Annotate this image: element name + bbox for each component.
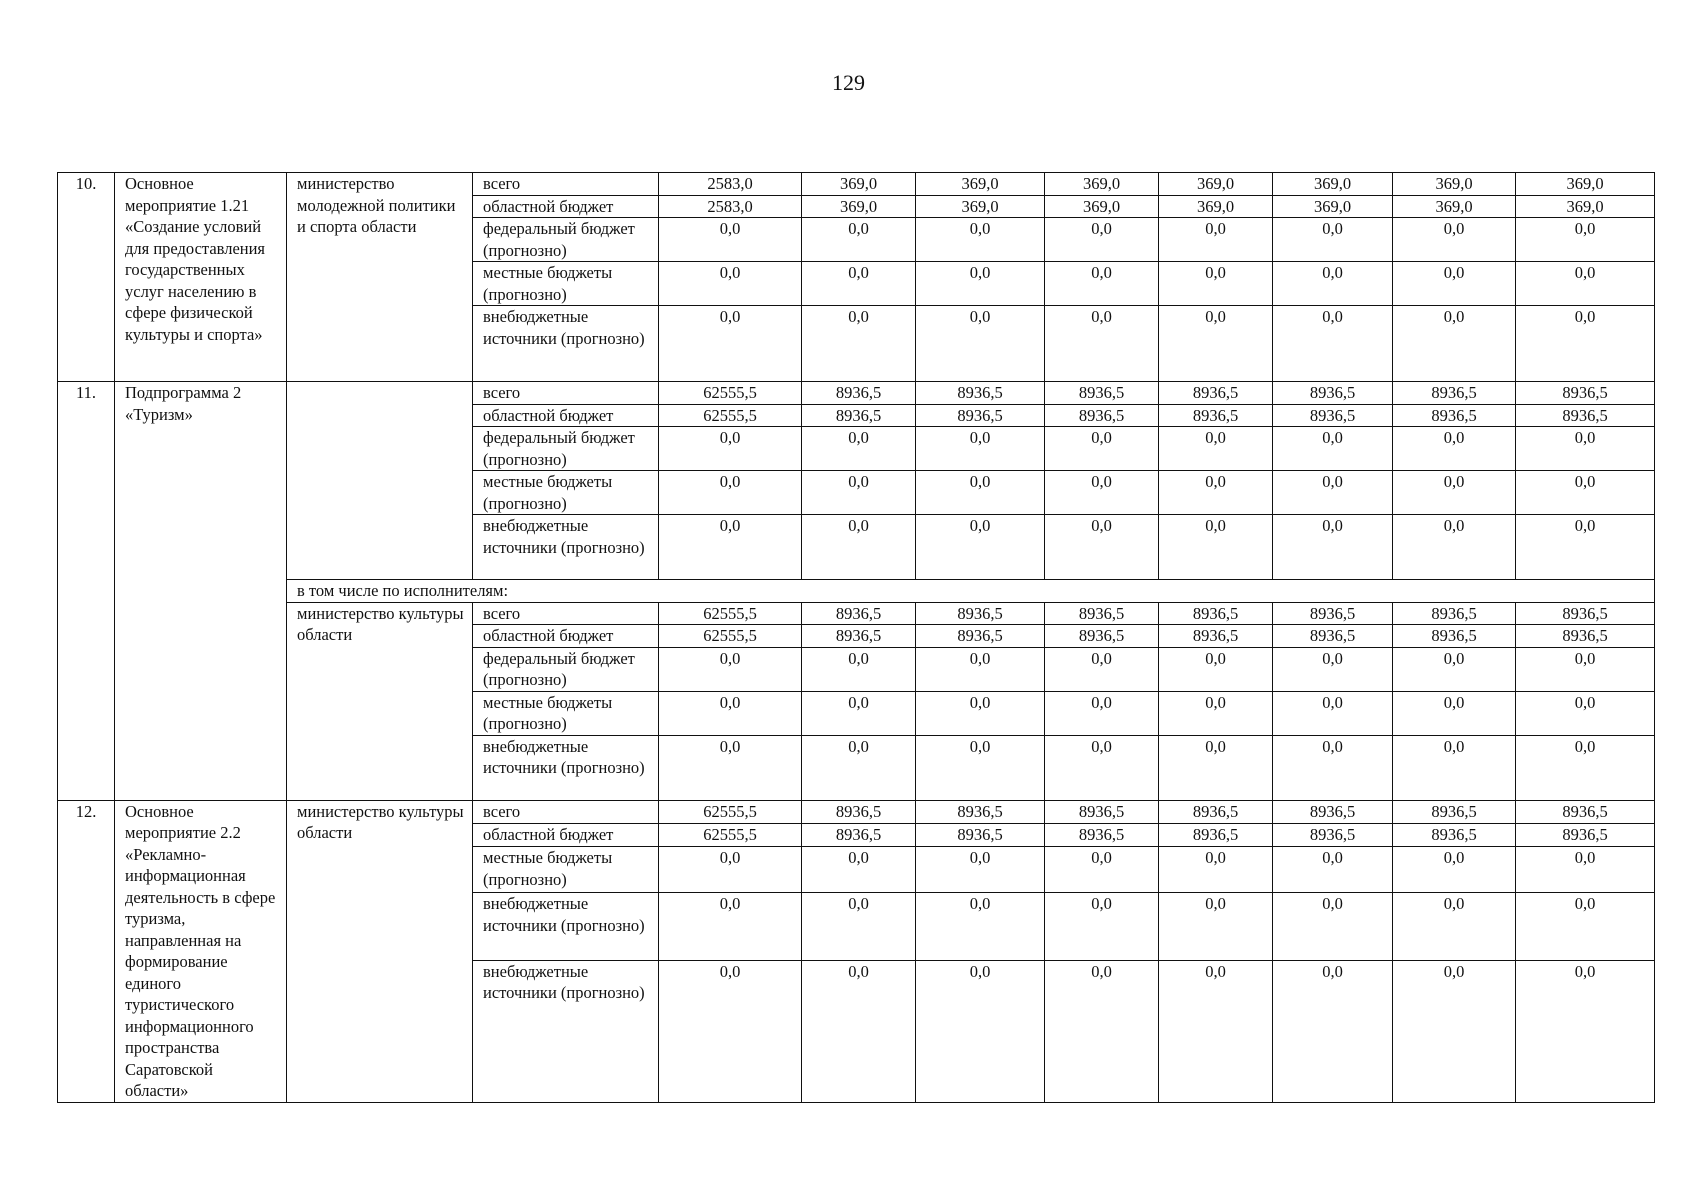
amount-cell: 0,0	[1045, 847, 1159, 893]
amount-cell: 0,0	[1516, 691, 1655, 735]
amount-cell: 0,0	[1045, 471, 1159, 515]
amount-cell: 2583,0	[659, 195, 802, 218]
amount-cell: 62555,5	[659, 404, 802, 427]
amount-cell: 0,0	[1393, 647, 1516, 691]
amount-cell: 0,0	[1159, 515, 1273, 580]
amount-cell: 0,0	[1159, 847, 1273, 893]
table-row	[58, 173, 1655, 196]
amount-cell: 0,0	[1516, 735, 1655, 800]
amount-cell: 0,0	[1393, 515, 1516, 580]
amount-cell: 0,0	[1159, 218, 1273, 262]
amount-cell: 0,0	[1045, 735, 1159, 800]
amount-cell: 0,0	[1045, 893, 1159, 961]
amount-cell: 8936,5	[1159, 602, 1273, 625]
amount-cell: 0,0	[1045, 218, 1159, 262]
amount-cell: 0,0	[659, 847, 802, 893]
amount-cell: 0,0	[916, 306, 1045, 382]
table-row	[58, 602, 1655, 625]
amount-cell: 8936,5	[1393, 602, 1516, 625]
amount-cell: 0,0	[802, 647, 916, 691]
amount-cell: 8936,5	[1516, 382, 1655, 405]
amount-cell: 8936,5	[1393, 404, 1516, 427]
amount-cell: 0,0	[659, 960, 802, 1102]
amount-cell: 0,0	[1393, 847, 1516, 893]
amount-cell: 8936,5	[802, 800, 916, 823]
amount-cell: 8936,5	[1159, 382, 1273, 405]
amount-cell: 0,0	[802, 735, 916, 800]
table-row	[58, 800, 1655, 823]
amount-cell: 0,0	[1273, 691, 1393, 735]
amount-cell: 8936,5	[1159, 823, 1273, 846]
amount-cell: 62555,5	[659, 800, 802, 823]
amount-cell: 8936,5	[1273, 404, 1393, 427]
amount-cell: 0,0	[659, 647, 802, 691]
amount-cell: 0,0	[659, 735, 802, 800]
funding-source-label: местные бюджеты (прогнозно)	[473, 471, 659, 515]
amount-cell: 0,0	[1393, 471, 1516, 515]
amount-cell: 8936,5	[1516, 800, 1655, 823]
funding-source-label: всего	[473, 602, 659, 625]
executor-name: министерство молодежной политики и спорта области	[287, 173, 473, 382]
amount-cell: 0,0	[1045, 515, 1159, 580]
amount-cell: 8936,5	[802, 625, 916, 648]
amount-cell: 8936,5	[1393, 625, 1516, 648]
amount-cell: 0,0	[1273, 847, 1393, 893]
amount-cell: 0,0	[659, 218, 802, 262]
amount-cell: 0,0	[1393, 960, 1516, 1102]
amount-cell: 0,0	[1159, 735, 1273, 800]
amount-cell: 0,0	[1516, 647, 1655, 691]
amount-cell: 0,0	[1273, 960, 1393, 1102]
funding-source-label: областной бюджет	[473, 823, 659, 846]
amount-cell: 8936,5	[1516, 404, 1655, 427]
amount-cell: 0,0	[1273, 306, 1393, 382]
amount-cell: 0,0	[916, 218, 1045, 262]
amount-cell: 369,0	[802, 173, 916, 196]
amount-cell: 8936,5	[1273, 823, 1393, 846]
amount-cell: 2583,0	[659, 173, 802, 196]
funding-source-label: внебюджетные источники (прогнозно)	[473, 735, 659, 800]
amount-cell: 0,0	[1273, 647, 1393, 691]
funding-source-label: местные бюджеты (прогнозно)	[473, 262, 659, 306]
amount-cell: 0,0	[802, 691, 916, 735]
amount-cell: 62555,5	[659, 602, 802, 625]
amount-cell: 0,0	[916, 691, 1045, 735]
funding-source-label: местные бюджеты (прогнозно)	[473, 847, 659, 893]
amount-cell: 0,0	[1516, 515, 1655, 580]
amount-cell: 369,0	[1516, 173, 1655, 196]
amount-cell: 0,0	[1516, 218, 1655, 262]
funding-source-label: федеральный бюджет (прогнозно)	[473, 427, 659, 471]
amount-cell: 0,0	[1516, 262, 1655, 306]
amount-cell: 0,0	[916, 960, 1045, 1102]
amount-cell: 0,0	[1393, 893, 1516, 961]
measure-name: Подпрограмма 2 «Туризм»	[115, 382, 287, 801]
amount-cell: 0,0	[802, 471, 916, 515]
amount-cell: 369,0	[916, 173, 1045, 196]
amount-cell: 0,0	[1045, 306, 1159, 382]
measure-name: Основное мероприятие 2.2 «Рекламно-информационная деятельность в сфере туризма, направленная на формирование единого туристического информационного пространства Саратовской области»	[115, 800, 287, 1102]
amount-cell: 0,0	[802, 847, 916, 893]
amount-cell: 0,0	[1159, 262, 1273, 306]
funding-source-label: всего	[473, 382, 659, 405]
amount-cell: 8936,5	[1045, 823, 1159, 846]
amount-cell: 0,0	[1516, 847, 1655, 893]
funding-source-label: областной бюджет	[473, 625, 659, 648]
amount-cell: 369,0	[1159, 195, 1273, 218]
amount-cell: 8936,5	[1516, 602, 1655, 625]
amount-cell: 369,0	[1045, 173, 1159, 196]
amount-cell: 8936,5	[1273, 602, 1393, 625]
amount-cell: 8936,5	[916, 602, 1045, 625]
amount-cell: 0,0	[1393, 262, 1516, 306]
amount-cell: 8936,5	[916, 625, 1045, 648]
amount-cell: 8936,5	[916, 823, 1045, 846]
amount-cell: 0,0	[1393, 306, 1516, 382]
amount-cell: 0,0	[659, 306, 802, 382]
amount-cell: 0,0	[916, 735, 1045, 800]
amount-cell: 0,0	[1273, 735, 1393, 800]
amount-cell: 0,0	[802, 306, 916, 382]
funding-source-label: федеральный бюджет (прогнозно)	[473, 218, 659, 262]
amount-cell: 8936,5	[802, 823, 916, 846]
amount-cell: 8936,5	[916, 404, 1045, 427]
amount-cell: 0,0	[802, 427, 916, 471]
funding-source-label: внебюджетные источники (прогнозно)	[473, 893, 659, 961]
amount-cell: 0,0	[1159, 647, 1273, 691]
amount-cell: 8936,5	[802, 602, 916, 625]
amount-cell: 8936,5	[1159, 800, 1273, 823]
amount-cell: 8936,5	[1045, 800, 1159, 823]
amount-cell: 0,0	[916, 262, 1045, 306]
amount-cell: 8936,5	[1045, 404, 1159, 427]
row-number: 10.	[58, 173, 115, 382]
funding-source-label: местные бюджеты (прогнозно)	[473, 691, 659, 735]
executor-name: министерство культуры области	[287, 800, 473, 1102]
amount-cell: 8936,5	[1516, 625, 1655, 648]
amount-cell: 8936,5	[1159, 404, 1273, 427]
amount-cell: 0,0	[1159, 427, 1273, 471]
amount-cell: 0,0	[1159, 893, 1273, 961]
amount-cell: 0,0	[802, 262, 916, 306]
amount-cell: 8936,5	[1393, 800, 1516, 823]
amount-cell: 0,0	[1159, 691, 1273, 735]
amount-cell: 0,0	[1273, 471, 1393, 515]
funding-source-label: внебюджетные источники (прогнозно)	[473, 960, 659, 1102]
amount-cell: 0,0	[1273, 262, 1393, 306]
amount-cell: 0,0	[659, 471, 802, 515]
amount-cell: 0,0	[916, 427, 1045, 471]
amount-cell: 0,0	[659, 515, 802, 580]
amount-cell: 8936,5	[1516, 823, 1655, 846]
amount-cell: 369,0	[1273, 195, 1393, 218]
amount-cell: 0,0	[1273, 427, 1393, 471]
amount-cell: 8936,5	[1393, 382, 1516, 405]
amount-cell: 62555,5	[659, 625, 802, 648]
amount-cell: 62555,5	[659, 382, 802, 405]
funding-source-label: областной бюджет	[473, 404, 659, 427]
amount-cell: 0,0	[659, 262, 802, 306]
amount-cell: 8936,5	[916, 382, 1045, 405]
amount-cell: 8936,5	[1159, 625, 1273, 648]
table-row	[58, 580, 1655, 603]
amount-cell: 369,0	[1516, 195, 1655, 218]
amount-cell: 0,0	[1393, 427, 1516, 471]
amount-cell: 0,0	[916, 471, 1045, 515]
amount-cell: 0,0	[1159, 306, 1273, 382]
executor-name: министерство культуры области	[287, 602, 473, 800]
amount-cell: 0,0	[1045, 647, 1159, 691]
amount-cell: 8936,5	[1045, 625, 1159, 648]
amount-cell: 0,0	[1393, 735, 1516, 800]
amount-cell: 0,0	[1045, 427, 1159, 471]
amount-cell: 0,0	[1159, 960, 1273, 1102]
including-by-executors-label: в том числе по исполнителям:	[287, 580, 1655, 603]
amount-cell: 8936,5	[1393, 823, 1516, 846]
amount-cell: 369,0	[1159, 173, 1273, 196]
executor-name	[287, 382, 473, 580]
amount-cell: 0,0	[916, 515, 1045, 580]
table-row	[58, 382, 1655, 405]
amount-cell: 8936,5	[802, 382, 916, 405]
amount-cell: 369,0	[916, 195, 1045, 218]
funding-source-label: внебюджетные источники (прогнозно)	[473, 515, 659, 580]
amount-cell: 369,0	[1273, 173, 1393, 196]
row-number: 12.	[58, 800, 115, 1102]
amount-cell: 0,0	[1516, 960, 1655, 1102]
amount-cell: 8936,5	[1273, 382, 1393, 405]
amount-cell: 62555,5	[659, 823, 802, 846]
amount-cell: 369,0	[1393, 195, 1516, 218]
row-number: 11.	[58, 382, 115, 801]
amount-cell: 0,0	[1516, 893, 1655, 961]
amount-cell: 369,0	[1045, 195, 1159, 218]
amount-cell: 0,0	[916, 847, 1045, 893]
amount-cell: 0,0	[1045, 691, 1159, 735]
amount-cell: 0,0	[1273, 893, 1393, 961]
amount-cell: 8936,5	[1045, 382, 1159, 405]
amount-cell: 8936,5	[1273, 800, 1393, 823]
amount-cell: 0,0	[1159, 471, 1273, 515]
amount-cell: 369,0	[802, 195, 916, 218]
funding-source-label: федеральный бюджет (прогнозно)	[473, 647, 659, 691]
funding-source-label: всего	[473, 173, 659, 196]
amount-cell: 0,0	[1045, 960, 1159, 1102]
amount-cell: 0,0	[1045, 262, 1159, 306]
amount-cell: 8936,5	[916, 800, 1045, 823]
amount-cell: 0,0	[802, 218, 916, 262]
amount-cell: 0,0	[1516, 471, 1655, 515]
amount-cell: 0,0	[802, 893, 916, 961]
amount-cell: 0,0	[802, 515, 916, 580]
amount-cell: 0,0	[916, 647, 1045, 691]
budget-table	[57, 172, 1655, 1103]
amount-cell: 0,0	[659, 893, 802, 961]
amount-cell: 0,0	[1393, 218, 1516, 262]
amount-cell: 8936,5	[1045, 602, 1159, 625]
amount-cell: 0,0	[802, 960, 916, 1102]
measure-name: Основное мероприятие 1.21 «Создание условий для предоставления государственных услуг населению в сфере физической культуры и спорта»	[115, 173, 287, 382]
amount-cell: 0,0	[1273, 218, 1393, 262]
amount-cell: 0,0	[659, 427, 802, 471]
amount-cell: 369,0	[1393, 173, 1516, 196]
funding-source-label: всего	[473, 800, 659, 823]
amount-cell: 8936,5	[802, 404, 916, 427]
funding-source-label: внебюджетные источники (прогнозно)	[473, 306, 659, 382]
amount-cell: 8936,5	[1273, 625, 1393, 648]
amount-cell: 0,0	[1516, 427, 1655, 471]
amount-cell: 0,0	[1393, 691, 1516, 735]
amount-cell: 0,0	[916, 893, 1045, 961]
page-number: 129	[832, 70, 865, 95]
amount-cell: 0,0	[1516, 306, 1655, 382]
amount-cell: 0,0	[1273, 515, 1393, 580]
amount-cell: 0,0	[659, 691, 802, 735]
funding-source-label: областной бюджет	[473, 195, 659, 218]
